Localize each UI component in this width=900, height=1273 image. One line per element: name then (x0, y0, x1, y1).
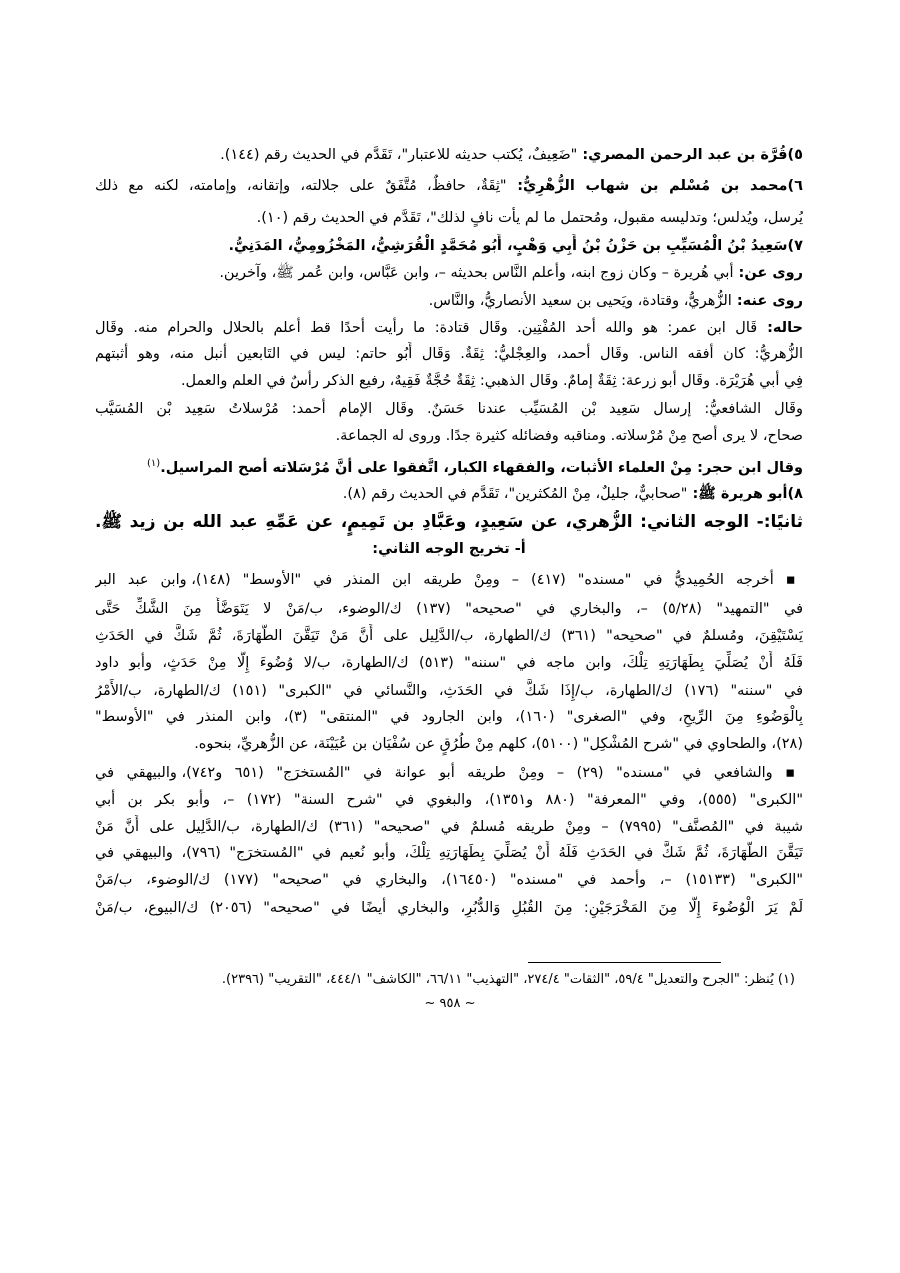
text-line (95, 289, 803, 315)
text: "صحابيٌّ، جليلٌ، مِنْ المُكثرين"، تَقَدَّم في الحديث رقم (٨). (342, 486, 688, 502)
text: "الكبرى" (١٥١٣٣) –، وأحمد في "مسنده" (١٦٤٥٠)، والبخاري في "صحيحه" (١٧٧) ك/الوضوء، ب/مَنْ (95, 872, 803, 888)
text: "ثِقَةٌ، حافظٌ، مُتَّفَقٌ على جلالته، وإتقانه، وإمامته، لكنه مع ذلك (95, 178, 507, 194)
bold-text: وقال ابن حجر: مِنْ العلماء الأثبات، والفقهاء الكبار، اتَّفقوا على أنَّ مُرْسَلاته أصح المراسيل. (160, 459, 803, 476)
text-line (95, 261, 803, 287)
text-line (95, 568, 803, 594)
footnote-ref: (١) (147, 458, 161, 469)
text-line (95, 143, 803, 169)
text: "ضَعِيفٌ، يُكتب حديثه للاعتبار"، تَقَدَّم في الحديث رقم (١٤٤). (220, 147, 578, 163)
text-line (95, 841, 803, 867)
text-line (95, 316, 803, 342)
text-line (95, 206, 803, 232)
text: لَمْ يَرَ الْوُضُوءَ إِلَّا مِنَ المَخْرَجَيْنِ: مِنَ القُبُلِ وَالدُّبُرِ، والبخاري أيضًا في "صحيحه" (٢٠٥٦) ك/البيوع، ب/مَنْ (95, 900, 803, 916)
text: "الكبرى" (٥٥٥)، وفي "المعرفة" (٨٨٠ و١٣٥١)، والبغوي في "شرح السنة" (١٧٢) –، وأبو بكر بن أبي (95, 792, 803, 808)
bold-text: روى عن: (733, 265, 803, 281)
text-line (95, 651, 803, 677)
bold-text: ٨)أبو هريرة ﷺ: (687, 486, 803, 502)
text-line (95, 597, 803, 623)
text-line (95, 452, 803, 478)
text-line (95, 624, 803, 650)
bold-text: ٧)سَعِيدُ بْنُ الْمُسَيِّبِ بن حَزْنُ بْنُ أَبِي وَهْبٍ، أَبُو مُحَمَّدٍ الْقُرَشِيُّ، المَخْزُومِيُّ، المَدَنِيُّ. (228, 238, 803, 254)
text: فَلَهُ أَنْ يُصَلِّيَ بِطَهَارَتِهِ تِلْكَ، وابن ماجه في "سننه" (٥١٣) ك/الطهارة، ب/لا وُضُوءَ إِلَّا مِنْ حَدَثٍ، وأبو داود (95, 655, 803, 671)
text-line (95, 174, 803, 200)
text: الزُّهريُّ: كان أفقه الناس. وقَال أحمد، والعِجْليُّ: ثِقَةٌ. وَقَال أَبُو حاتم: ليس في التَابعين أنبل منه، وهو أثبتهم (95, 346, 803, 362)
text-line (95, 732, 803, 758)
text-line (95, 896, 803, 922)
bold-text: أ- تخريج الوجه الثاني: (372, 541, 526, 557)
text-line (95, 424, 803, 450)
text: في "التمهيد" (٥/٢٨) –، والبخاري في "صحيحه" (١٣٧) ك/الوضوء، ب/مَنْ لا يَتَوَضَّأُ مِنَ الشَّكِّ حَتَّى (95, 601, 803, 617)
bold-text: روى عنه: (731, 293, 803, 309)
text: قَال ابن عمر: هو والله أحد المُفْتِين. وقَال قتادة: ما رأيت أحدًا قط أعلم بالحلال والحرام منه. وقَال (95, 320, 758, 336)
text: شيبة في "المُصنَّف" (٧٩٩٥) – ومِنْ طريقه مُسلمٌ في "صحيحه" (٣٦١) ك/الطهارة، ب/الدَّلِيل على أَنَّ مَنْ (95, 819, 803, 835)
text: بِالْوَضُوءِ مِنَ الرِّيحِ، وفي "الصغرى" (١٦٠)، وابن الجارود في "المنتقى" (٣)، وابن المنذر في "الأوسط" (95, 709, 803, 725)
text-line (95, 761, 803, 787)
text-line (95, 342, 803, 368)
page-number: ~ ٩٥٨ ~ (424, 996, 476, 1011)
text-line (95, 679, 803, 705)
text: يُرسل، ويُدلس؛ وتدليسه مقبول، ومُحتمل ما لم يأت نافٍ لذلك"، تَقَدَّم في الحديث رقم (١٠). (256, 210, 803, 226)
text-line (95, 482, 803, 508)
text: في "سننه" (١٧٦) ك/الطهارة، ب/إِذَا شَكَّ في الحَدَثِ، والنَّسائي في "الكبرى" (١٥١) ك/الطهارة، ب/الأَمْرُ (95, 683, 803, 699)
text-line (95, 397, 803, 423)
text: ▪ والشافعي في "مسنده" (٢٩) – ومِنْ طريقه أبو عوانة في "المُستخرَج" (٦٥١ و٧٤٢)، والبيهقي في (95, 765, 803, 781)
text: فِي أبي هُرَيْرَة. وقَال أبو زرعة: ثِقَةٌ إمامٌ. وقَال الذهبي: ثِقَةٌ حُجَّةٌ فَقِيهٌ، رفيع الذكر رأسٌ في العلم والعمل. (180, 373, 803, 389)
text-line (95, 369, 803, 395)
text: ▪ أخرجه الحُمِيديُّ في "مسنده" (٤١٧) – ومِنْ طريقه ابن المنذر في "الأوسط" (١٤٨)، وابن عبد البر (95, 572, 803, 588)
bold-text: ٦)محمد بن مُسْلم بن شهاب الزُّهْرِيُّ: (506, 178, 803, 194)
bold-text: ٥)قُرَّة بن عبد الرحمن المصري: (577, 147, 803, 163)
text: تَيَقَّنَ الطَّهَارَةَ، ثُمَّ شَكَّ في الحَدَثِ فَلَهُ أَنْ يُصَلِّيَ بِطَهَارَتِهِ تِلْكَ، وأبو نُعيم في "المُستخرَج" (٧٩٦)، والبيهقي في (95, 845, 803, 861)
bold-text: حاله: (757, 320, 803, 336)
text-line (95, 868, 803, 894)
text: صحاح، لا يرى أصح مِنْ مُرْسلاته. ومناقبه وفضائله كثيرة جدًا. وروى له الجماعة. (335, 428, 803, 444)
text: أبي هُريرة – وكان زوج ابنه، وأعلم النَّاس بحديثه –، وابن عَبَّاس، وابن عُمر ﷺ، وآخرين. (219, 265, 734, 281)
text-line (95, 510, 803, 536)
text: وقَال الشافعيُّ: إرسال سَعِيد بْن المُسَيِّب عندنا حَسَنٌ. وقَال الإمام أحمد: مُرْسلاتُ سَعِيد بْن المُسَيَّب (95, 401, 803, 417)
bold-text: ثانيًا:- الوجه الثاني: الزُّهري، عن سَعِيدٍ، وعَبَّادِ بن تَمِيمٍ، عن عَمِّهِ عبد الله بن زيد ﷺ. (95, 512, 803, 532)
text: الزُّهريُّ، وقتادة، ويَحيى بن سعيد الأنصاريُّ، والنَّاس. (428, 293, 732, 309)
text-line (95, 815, 803, 841)
text-line (95, 705, 803, 731)
footnote-divider (528, 962, 721, 963)
text-line (95, 234, 803, 260)
text: (٢٨)، والطحاوي في "شرح المُشْكِل" (٥١٠٠)، كلهم مِنْ طُرُقٍ عن سُفْيَان بن عُيَيْنَة، عن الزُّهريِّ، بنحوه. (194, 736, 803, 752)
text-line (95, 537, 803, 563)
text: يَسْتَيْقِنَ، ومُسلمٌ في "صحيحه" (٣٦١) ك/الطهارة، ب/الدَّلِيل على أَنَّ مَنْ تَيَقَّنَ الطَّهَارَةَ، ثُمَّ شَكَّ في الحَدَثِ (95, 628, 803, 644)
footnote: (١) يُنظر: "الجرح والتعديل" ٥٩/٤، "الثقات" ٢٧٤/٤، "التهذيب" ٦٦/١١، "الكاشف" ٤٤٤/١، "التقريب" (٢٣٩٦). (221, 972, 795, 987)
text-line (95, 788, 803, 814)
